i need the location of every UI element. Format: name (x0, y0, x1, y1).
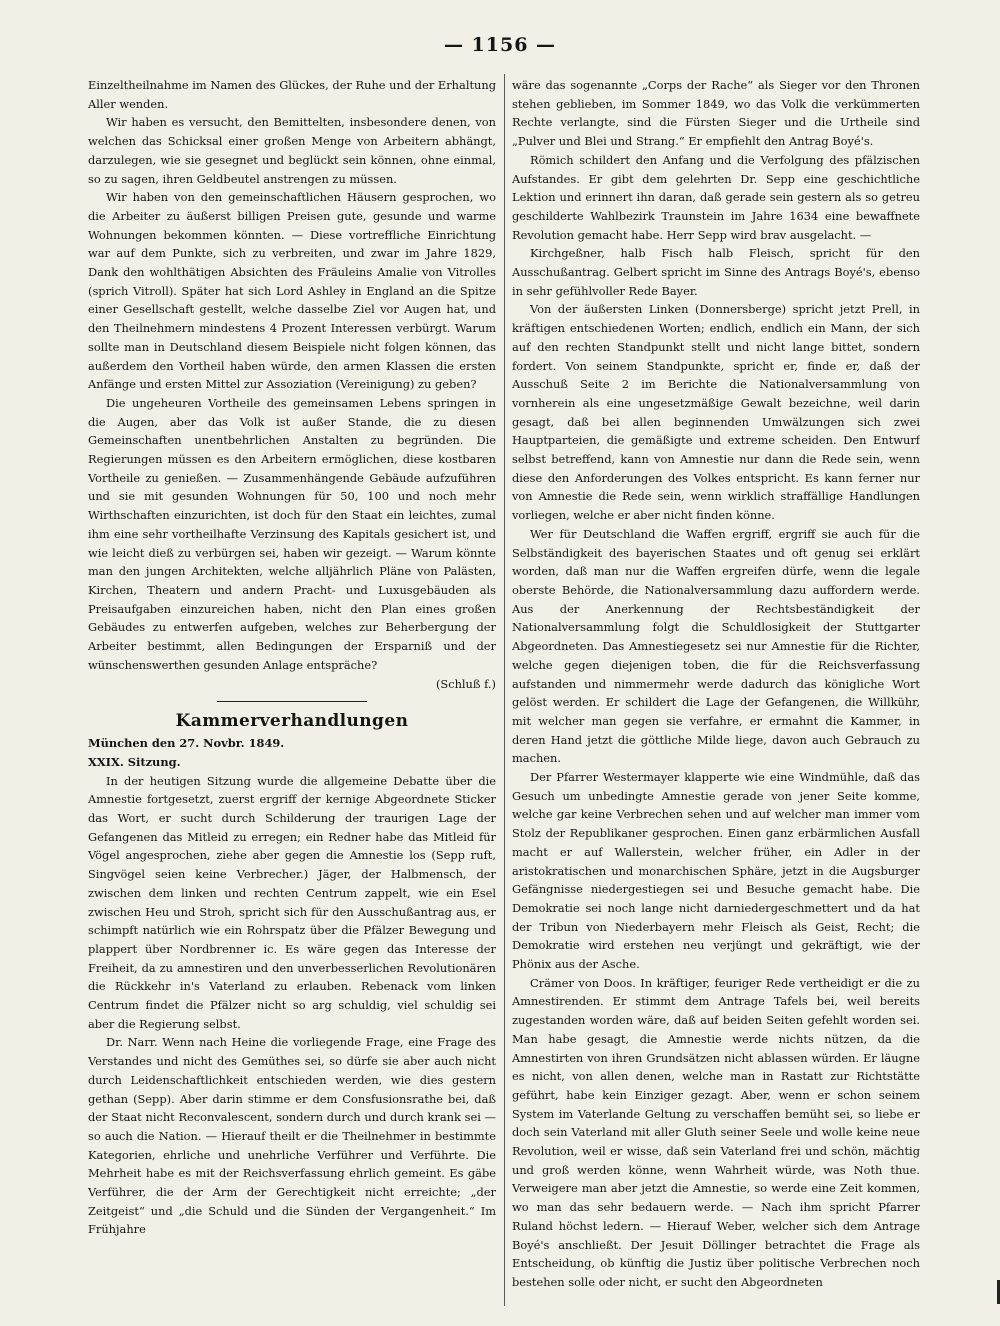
paragraph: Kirchgeßner, halb Fisch halb Fleisch, spricht für den Ausschußantrag. Gelbert spricht im Sinne des Antrags Boyé's, ebenso in sehr gefühlvoller Rede Bayer. (512, 246, 920, 298)
page-number: — 1156 — (443, 34, 557, 56)
left-column (88, 76, 496, 1308)
section-divider (217, 701, 367, 702)
section-heading: Kammerverhandlungen (175, 711, 409, 732)
paragraph: Der Pfarrer Westermayer klapperte wie eine Windmühle, daß das Gesuch um unbedingte Amnestie gerade von jener Seite komme, welche gar keine Verbrechen sehen und auf welcher man immer vom Stolz der Republikaner gesprochen. Einen ganz erbärmlichen Ausfall macht er auf Wallerstein, welcher früher, ein Adler in der aristokratischen und monarchischen Sphäre, jetzt in die Augsburger Gefängnisse niedergestiegen sei und Besuche gemacht habe. Die Demokratie sei noch lange nicht darniedergeschmettert und da hat der Tribun von Niederbayern mehr Fleisch als Geist, Recht; die Demokratie wird erstehen neu verjüngt und gekräftigt, wie der Phönix aus der Asche. (512, 770, 920, 972)
paragraph: Crämer von Doos. In kräftiger, feuriger Rede vertheidigt er die zu Amnestirenden. Er stimmt dem Antrage Tafels bei, weil bereits zugestanden worden wäre, daß auf beiden Seiten gefehlt worden sei. Man habe gesagt, die Amnestie werde nichts nützen, da die Amnestirten von ihren Grundsätzen nicht ablassen würden. Er läugne es nicht, von allen denen, welche man in Rastatt zur Richtstätte geführt, habe kein Einziger gezagt. Aber, wenn er schon seinem System im Vaterlande Geltung zu verschaffen bemüht sei, so liebe er doch sein Vaterland mit aller Gluth seiner Seele und wolle keine neue Revolution, weil er wisse, daß sein Vaterland frei und schön, mächtig und groß werden könne, wenn Wahrheit würde, was Noth thue. Verweigere man aber jetzt die Amnestie, so werde eine Zeit kommen, wo man das sehr bedauern werde. — Nach ihm spricht Pfarrer Ruland höchst ledern. — Hierauf Weber, welcher sich dem Antrage Boyé's anschließt. Der Jesuit Döllinger betrachtet die Frage als Entscheidung, ob künftig die Justiz über politische Verbrechen noch bestehen solle oder nicht, er sucht den Abgeordneten (512, 975, 920, 1289)
paragraph: Wir haben von den gemeinschaftlichen Häusern gesprochen, wo die Arbeiter zu äußerst billigen Preisen gute, gesunde und warme Wohnungen bekommen könnten. — Diese vortreffliche Einrichtung war auf dem Punkte, sich zu verbreiten, und zwar im Jahre 1829, Dank den wohlthätigen Absichten des Fräuleins Amalie von Vitrolles (sprich Vitroll). Später hat sich Lord Ashley in England an die Spitze einer Gesellschaft gestellt, welche dasselbe Ziel vor Augen hat, und den Theilnehmern mindestens 4 Prozent Interessen verbürgt. Warum sollte man in Deutschland diesem Beispiele nicht folgen können, das außerdem den Vortheil haben würde, den armen Klassen die ersten Anfänge und ersten Mittel zur Assoziation (Vereinigung) zu geben? (88, 190, 496, 392)
dateline: München den 27. Novbr. 1849. (88, 736, 285, 751)
paragraph: wäre das sogenannte „Corps der Rache“ als Sieger vor den Thronen stehen geblieben, im Sommer 1849, wo das Volk die verkümmerten Rechte verlangte, sind die Fürsten Sieger und die Urtheile sind „Pulver und Blei und Strang.“ Er empfiehlt den Antrag Boyé's. (512, 78, 920, 149)
paragraph: Wer für Deutschland die Waffen ergriff, ergriff sie auch für die Selbständigkeit des bayerischen Staates und oft genug sei erklärt worden, daß man nur die Waffen ergreifen dürfe, wenn die legale oberste Behörde, die Nationalversammlung dazu auffordern werde. Aus der Anerkennung der Rechtsbeständigkeit der Nationalversammlung folgt die Schuldlosigkeit der Stuttgarter Abgeordneten. Das Amnestiegesetz sei nur Amnestie für die Richter, welche gegen diejenigen toben, die für die Reichsverfassung aufstanden und nimmermehr werde dadurch das königliche Wort gelöst werden. Er schildert die Lage der Gefangenen, die Willkühr, mit welcher man gegen sie verfahre, er ermahnt die Kammer, in deren Hand jetzt die göttliche Milde liege, davon auch Gebrauch zu machen. (512, 526, 920, 766)
paragraph: Von der äußersten Linken (Donnersberge) spricht jetzt Prell, in kräftigen entschiedenen Worten; endlich, endlich ein Mann, der sich auf den rechten Standpunkt stellt und nicht lange bittet, sondern fordert. Von seinem Standpunkte, spricht er, finde er, daß der Ausschuß Seite 2 im Berichte die Nationalversammlung von vornherein als eine ungesetzmäßige Gewalt bezeichne, weil darin gesagt, daß bei allen beginnenden Umwälzungen sich zwei Hauptparteien, die gemäßigte und extreme scheiden. Den Entwurf selbst betreffend, kann von Amnestie nur dann die Rede sein, wenn diese den Anforderungen des Volkes entspricht. Es kann ferner nur von Amnestie die Rede sein, wenn wirklich straffällige Handlungen vorliegen, welche er aber nicht finden könne. (512, 302, 920, 523)
paragraph: Dr. Narr. Wenn nach Heine die vorliegende Frage, eine Frage des Verstandes und nicht des Gemüthes sei, so dürfe sie aber auch nicht durch Leidenschaftlichkeit entschieden werden, wie dies gestern gethan (Sepp). Aber darin stimme er dem Consfusionsrathe bei, daß der Staat nicht Reconvalescent, sondern durch und durch krank sei — so auch die Nation. — Hierauf theilt er die Theilnehmer in bestimmte Kategorien, ehrliche und unehrliche Verführer und Verführte. Die Mehrheit habe es mit der Reichsverfassung ehrlich gemeint. Es gäbe Verführer, die der Arm der Gerechtigkeit nicht erreichte; „der Zeitgeist“ und „die Schuld und die Sünden der Vergangenheit.“ Im Frühjahre (88, 1035, 496, 1237)
paragraph: Einzeltheilnahme im Namen des Glückes, der Ruhe und der Erhaltung Aller wenden. (88, 78, 496, 111)
column-divider (504, 74, 505, 1306)
paragraph: In der heutigen Sitzung wurde die allgemeine Debatte über die Amnestie fortgesetzt, zuerst ergriff der kernige Abgeordnete Sticker das Wort, er sucht durch Schilderung der traurigen Lage der Gefangenen das Mitleid zu erregen; ein Redner habe das Mitleid für Vögel angesprochen, ziehe aber gegen die Amnestie los (Sepp ruft, Singvögel seien keine Verbrecher.) Jäger, der Halbmensch, der zwischen dem linken und rechten Centrum zappelt, wie ein Esel zwischen Heu und Stroh, spricht sich für den Ausschußantrag aus, er schimpft natürlich wie ein Rohrspatz über die Pfälzer Bewegung und plappert über Nordbrenner ic. Es wäre gegen das Interesse der Freiheit, da zu amnestiren und den unverbesserlichen Revolutionären die Rückkehr in's Vaterland zu erlauben. Rebenack vom linken Centrum findet die Pfälzer nicht so arg schuldig, viel schuldig sei aber die Regierung selbst. (88, 773, 496, 1031)
article-signoff: (Schluß f.) (435, 676, 496, 691)
paragraph: Wir haben es versucht, den Bemittelten, insbesondere denen, von welchen das Schicksal einer großen Menge von Arbeitern abhängt, darzulegen, wie sie gesegnet und beglückt sein können, ohne einmal, so zu sagen, ihren Geldbeutel anstrengen zu müssen. (88, 115, 496, 186)
paragraph: Die ungeheuren Vortheile des gemeinsamen Lebens springen in die Augen, aber das Volk ist außer Stande, die zu diesen Gemeinschaften unentbehrlichen Anstalten zu begründen. Die Regierungen müssen es den Arbeitern ermöglichen, diese kostbaren Vortheile zu genießen. — Zusammenhängende Gebäude aufzuführen und sie mit gesunden Wohnungen für 50, 100 und noch mehr Wirthschaften einzurichten, ist doch für den Staat ein leichtes, zumal ihm eine sehr vortheilhafte Verzinsung des Kapitals gesichert ist, und wie leicht dieß zu verbürgen sei, haben wir gezeigt. — Warum könnte man den jungen Architekten, welche alljährlich Pläne von Palästen, Kirchen, Theatern und andern Pracht- und Luxusgebäuden als Preisaufgaben einzureichen haben, nicht den Plan eines großen Gebäudes zu entwerfen aufgeben, welches zur Beherbergung der Arbeiter bestimmt, allen Bedingungen der Ersparniß und der wünschenswerthen gesunden Anlage entspräche? (88, 395, 496, 672)
right-column (512, 76, 920, 1308)
paragraph: Römich schildert den Anfang und die Verfolgung des pfälzischen Aufstandes. Er gibt dem gelehrten Dr. Sepp eine geschichtliche Lektion und erinnert ihn daran, daß gerade sein gestern als so getreu geschilderte Wahlbezirk Traunstein im Jahre 1634 eine bewaffnete Revolution gemacht habe. Herr Sepp wird brav ausgelacht. — (512, 152, 920, 242)
session-title: XXIX. Sitzung. (88, 754, 181, 769)
